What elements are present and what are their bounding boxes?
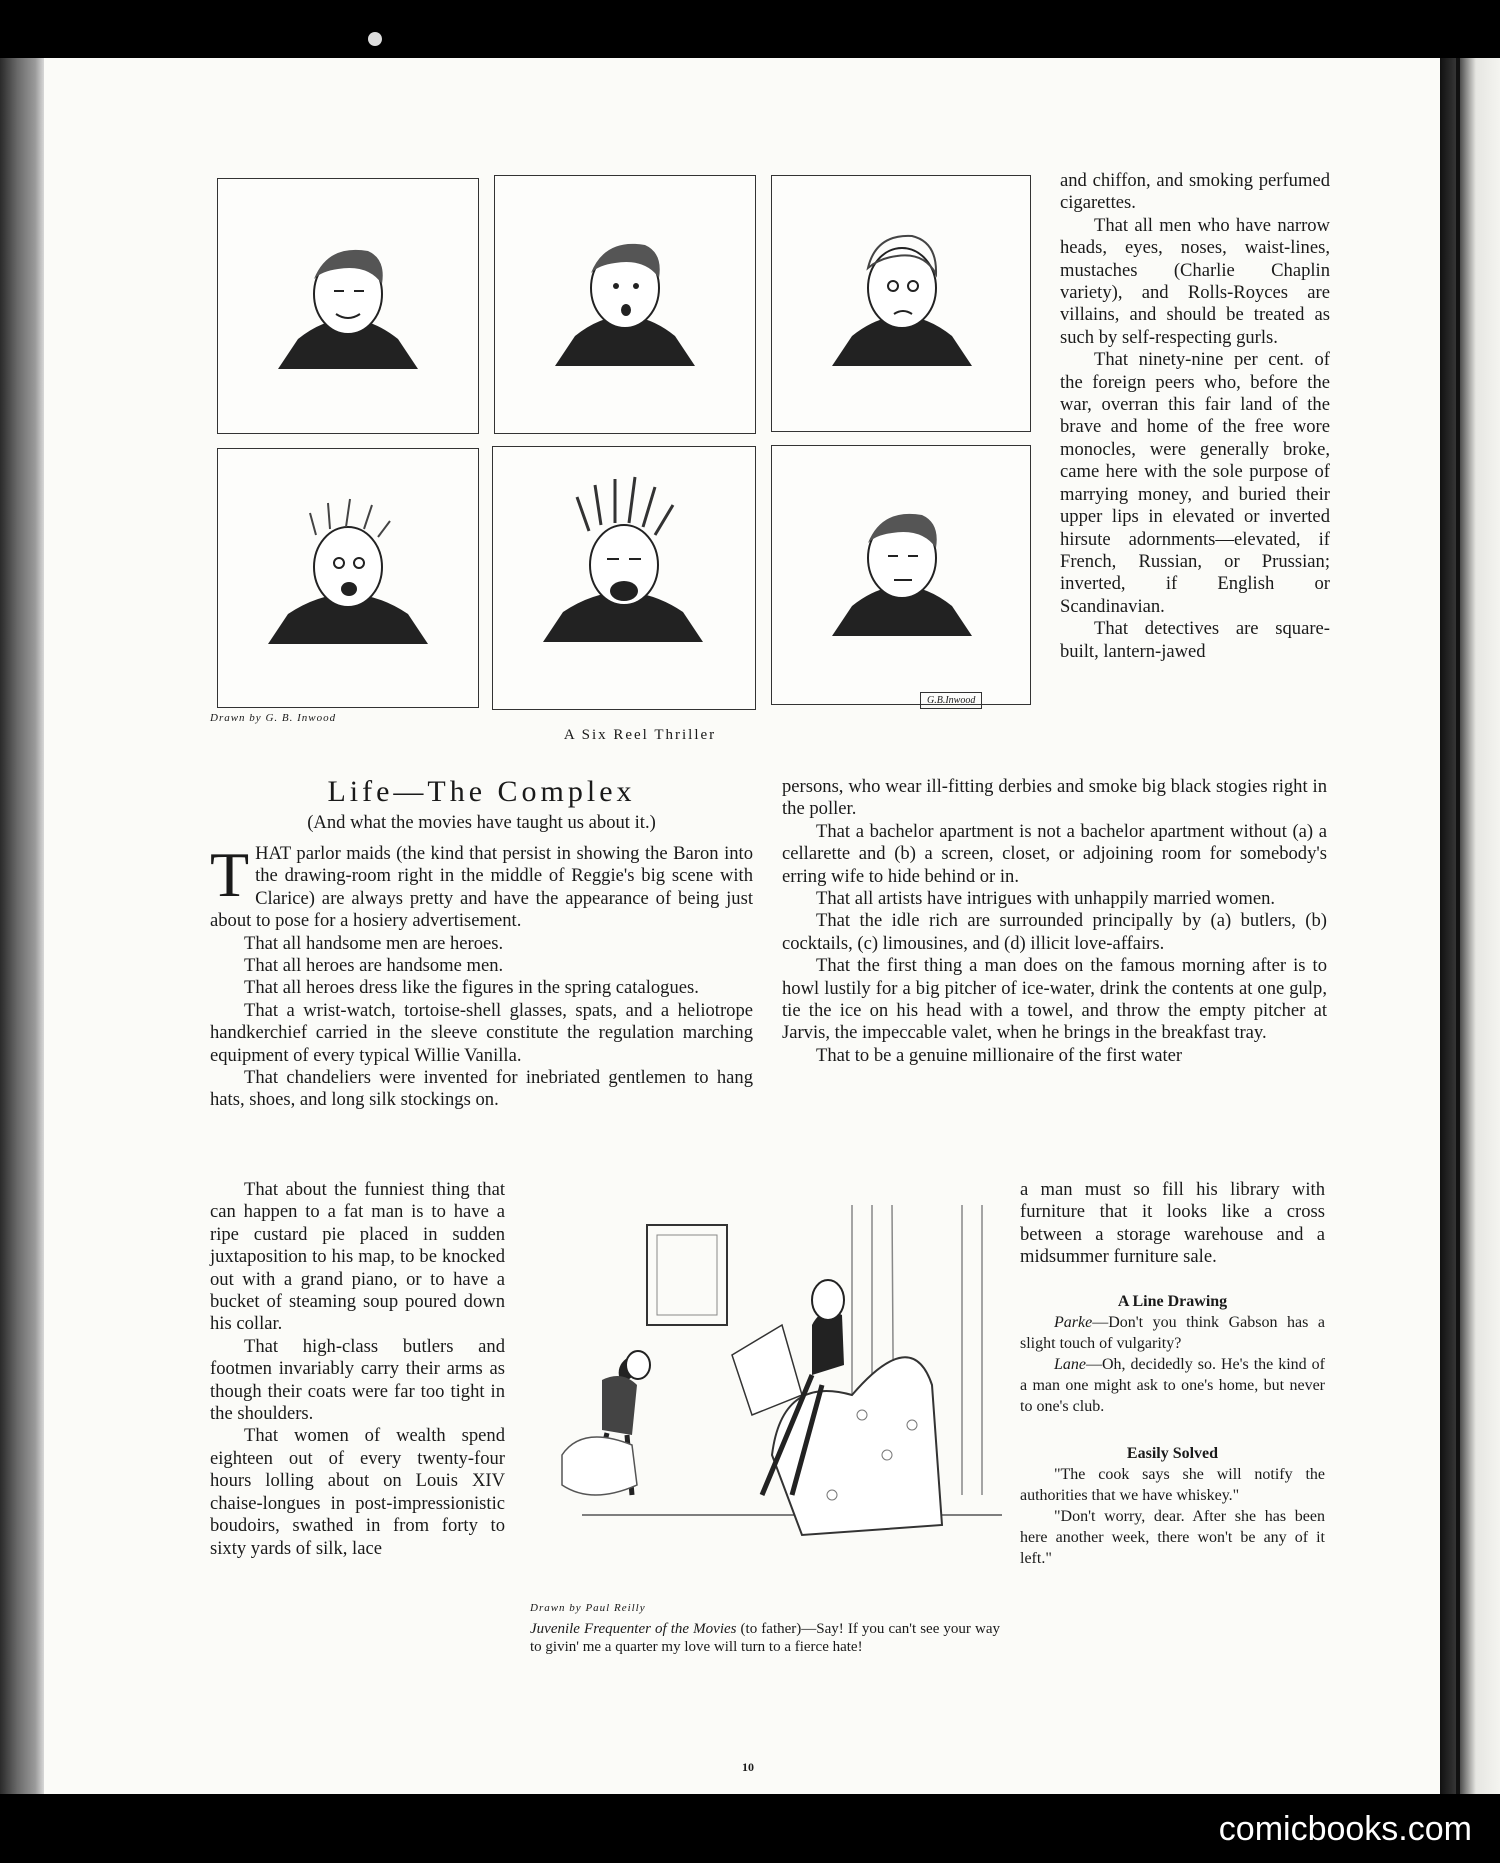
top-illustration-caption: A Six Reel Thriller [563,727,717,743]
paragraph: That the first thing a man does on the famous morning after is to howl lustily for a big pitcher of ice-water, drink the contents at one gulp, tie the ice on his head with a towel, and throw the empty pitcher at Jarvis, the impeccable valet, when he brings in the breakfast tray. [782,955,1327,1044]
paragraph: a man must so fill his library with furniture that it looks like a cross between a storage warehouse and a midsummer furniture sale. [1020,1179,1325,1268]
joke-line [1020,1312,1325,1354]
middle-narrow-column [1020,1179,1325,1569]
boy-face-worried-icon [772,176,1030,431]
paragraph: That a wrist-watch, tortoise-shell glasses, spats, and a heliotrope handkerchief carried in the sleeve constitute the regulation marching equipment of every typical Willie Vanilla. [210,999,753,1066]
joke-text: —Don't you think Gabson has a slight touch of vulgarity? [1020,1313,1325,1352]
bottom-illustration-caption [530,1620,1000,1656]
thriller-panel-4 [217,448,479,708]
middle-column [782,776,1327,1067]
paragraph: That women of wealth spend eighteen out of every twenty-four hours lolling about on Louis XIV chaise-longues in post-impressionistic boudoirs, swathed in from forty to sixty yards of silk, lace [210,1425,505,1559]
joke-heading: A Line Drawing [1117,1292,1228,1310]
first-paragraph [210,839,753,933]
joke-heading: Easily Solved [1126,1444,1219,1462]
paragraph: That a bachelor apartment is not a bachelor apartment without (a) a cellarette and (b) a screen, closet, or adjoining room for somebody's erring wife to hide behind or in. [782,820,1327,887]
boy-face-shocked-icon [218,449,478,707]
speaker: Lane [1054,1355,1086,1373]
paragraph: and chiffon, and smoking perfumed cigarettes. [1060,170,1330,214]
top-illustration-credit: Drawn by G. B. Inwood [210,712,337,724]
right-top-column [1060,170,1330,663]
joke-line: "Don't worry, dear. After she has been here another week, there won't be any of it left." [1020,1507,1325,1567]
joke-line [1020,1354,1325,1417]
boy-face-smiling-icon [218,179,478,433]
paragraph: persons, who wear ill-fitting derbies and smoke big black stogies right in the poller. [782,776,1327,820]
thriller-panel-6 [771,445,1031,705]
joke-line: "The cook says she will notify the authorities that we have whiskey." [1020,1465,1325,1504]
paragraph-text: HAT parlor maids (the kind that persist in showing the Baron into the drawing-room right in the middle of Reggie's big scene with Clarice) are always pretty and have the appearance of being just about to pose for a hosiery advertisement. [210,843,753,932]
paragraph: That detectives are square-built, lantern-jawed [1060,618,1330,662]
paragraph: That to be a genuine millionaire of the first water [816,1044,1183,1066]
caption-text: (to father)—Say! If you can't see your way to givin' me a quarter my love will turn to a fierce hate! [530,1621,1000,1655]
left-column [210,839,753,1112]
thriller-panel-1 [217,178,479,434]
juvenile-frequenter-illustration [522,1195,1012,1615]
site-watermark: comicbooks.com [1218,1810,1472,1848]
joke-text: —Oh, decidedly so. He's the kind of a man one might ask to one's home, but never to one's club. [1020,1355,1325,1415]
paragraph: That all heroes are handsome men. [244,955,504,977]
joke-line-drawing [1020,1291,1325,1417]
artist-signature: G.B.Inwood [920,692,982,709]
paragraph: That the idle rich are surrounded principally by (a) butlers, (b) cocktails, (c) limousines, and (d) illicit love-affairs. [782,910,1327,954]
paragraph: That all handsome men are heroes. [244,932,504,954]
thriller-panel-3 [771,175,1031,432]
left-narrow-column [210,1179,505,1560]
joke-easily-solved [1020,1443,1325,1569]
book-gutter [1440,58,1500,1794]
paragraph: That all men who have narrow heads, eyes, noses, waist-lines, mustaches (Charlie Chaplin variety), and Rolls-Royces are villains, and should be treated as such by self-respecting gurls. [1060,214,1330,348]
gutter-line [1456,58,1460,1794]
paragraph: That about the funniest thing that can happen to a fat man is to have a ripe custard pie placed in sudden juxtaposition to his map, to be knocked out with a grand piano, or to have a bucket of steaming soup poured down his collar. [210,1179,505,1335]
drop-cap: T [210,839,250,910]
boy-and-father-drawing-icon [522,1195,1012,1615]
thriller-panel-2 [494,175,756,434]
boy-face-terrified-icon [493,447,755,709]
paragraph: That high-class butlers and footmen invariably carry their arms as though their coats were far too tight in the shoulders. [210,1335,505,1425]
book-spine-edge [0,58,44,1794]
caption-speaker: Juvenile Frequenter of the Movies [530,1621,737,1637]
paragraph: That all heroes dress like the figures in the spring catalogues. [244,977,699,999]
paragraph: That chandeliers were invented for inebriated gentlemen to hang hats, shoes, and long silk stockings on. [210,1067,753,1111]
boy-face-calm-icon [772,446,1030,704]
boy-face-surprised-icon [495,176,755,433]
scan-speck [368,32,382,46]
bottom-illustration-credit: Drawn by Paul Reilly [530,1602,646,1614]
thriller-panel-5 [492,446,756,710]
page-number: 10 [742,1760,754,1774]
paragraph: That ninety-nine per cent. of the foreign peers who, before the war, overran this fair land of the brave and home of the free wore monocles, were generally broke, came here with the sole purpose of marrying money, and buried their upper lips in elevated or inverted hirsute adornments—elevated, if French, Russian, or Prussian; inverted, if English or Scandinavian. [1060,349,1330,617]
article-title: Life—The Complex [327,775,636,808]
speaker: Parke [1054,1313,1093,1331]
paragraph: That all artists have intrigues with unhappily married women. [816,888,1276,910]
article-subtitle: (And what the movies have taught us about it.) [307,812,656,833]
